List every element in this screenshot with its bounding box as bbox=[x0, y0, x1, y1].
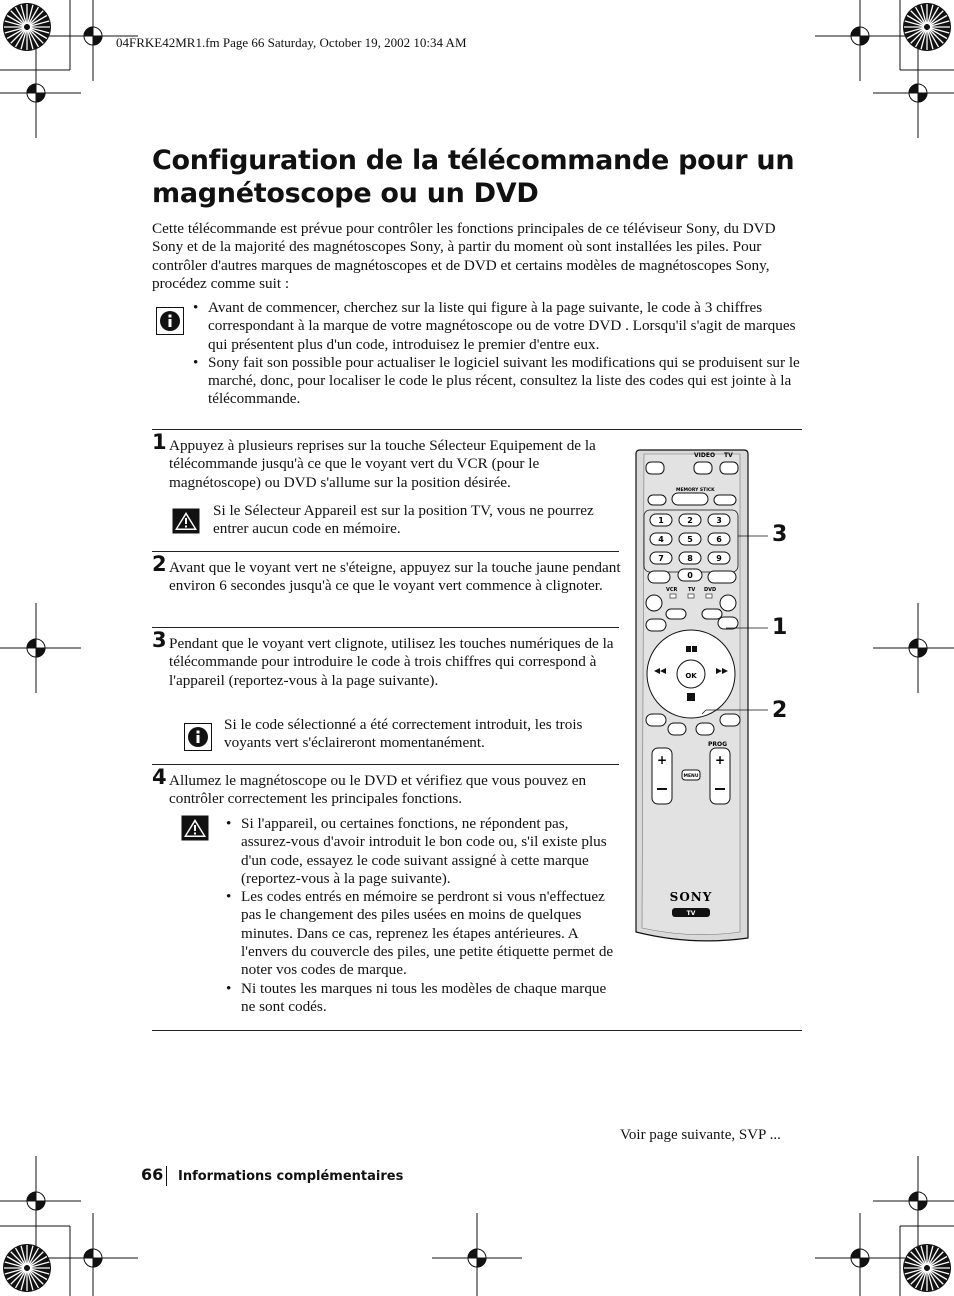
intro-note: • Avant de commencer, cherchez sur la liste qui figure à la page suivante, le code à 3 chiffres correspondant à la marque de votre magnétoscope ou de votre DVD . Lorsqu'il s'agit de marques qui présentent plus d'un code, introduisez le premier d'entre eux. bbox=[193, 299, 805, 354]
key-label: 6 bbox=[716, 535, 722, 544]
button[interactable] bbox=[646, 714, 666, 726]
prog-label: PROG bbox=[708, 741, 728, 748]
button[interactable] bbox=[648, 495, 666, 505]
step-text: Avant que le voyant vert ne s'éteigne, appuyez sur la touche jaune pendant environ 6 secondes jusqu'à ce que le voyant vert commence à clignoter. bbox=[169, 559, 621, 595]
step-note: Si le Sélecteur Appareil est sur la position TV, vous ne pourrez entrer aucun code en mémoire. bbox=[213, 502, 594, 538]
rec-button[interactable] bbox=[720, 595, 736, 611]
step-number: 3 bbox=[152, 628, 167, 652]
step-number: 4 bbox=[152, 765, 167, 789]
step-number: 2 bbox=[152, 552, 167, 576]
callout-2: 2 bbox=[772, 698, 788, 723]
step-text: Allumez le magnétoscope ou le DVD et vérifiez que vous pouvez en contrôler correctement les principales fonctions. bbox=[169, 772, 587, 808]
info-icon bbox=[156, 307, 184, 335]
svg-text:+: + bbox=[714, 753, 726, 767]
key-label: 0 bbox=[687, 571, 693, 580]
divider bbox=[152, 1030, 802, 1031]
mute-button[interactable] bbox=[646, 462, 664, 474]
tv-badge: TV bbox=[686, 910, 696, 917]
callout-1: 1 bbox=[772, 615, 788, 640]
sony-logo: SONY bbox=[669, 890, 713, 904]
registration-mark bbox=[873, 1156, 954, 1246]
page-title: Configuration de la télécommande pour un magnétoscope ou un DVD bbox=[152, 145, 795, 209]
tv-label: TV bbox=[724, 452, 733, 459]
file-header: 04FRKE42MR1.fm Page 66 Saturday, October 19, 2002 10:34 AM bbox=[116, 35, 467, 50]
step-note: • Ni toutes les marques ni tous les modèles de chaque marque ne sont codés. bbox=[226, 980, 621, 1017]
registration-mark bbox=[0, 48, 81, 138]
registration-mark bbox=[432, 1213, 522, 1296]
step-text: Pendant que le voyant vert clignote, utilisez les touches numériques de la télécommande pour introduire le code à trois chiffres qui correspond à l'appareil (reportez-vous à la page suivante). bbox=[169, 635, 614, 689]
registration-mark bbox=[0, 603, 81, 693]
key-label: 1 bbox=[658, 516, 664, 525]
step-note: • Les codes entrés en mémoire se perdront si vous n'effectuez pas le changement des piles usées en moins de quelques minutes. Dans ce cas, reprenez les étapes antérieures. A l'envers du couvercle des piles, une petite étiquette permet de noter vos codes de marque. bbox=[226, 888, 621, 979]
yellow-button[interactable] bbox=[720, 714, 740, 726]
key-label: 5 bbox=[687, 535, 693, 544]
button[interactable] bbox=[696, 723, 714, 735]
memory-stick-label: MEMORY STICK bbox=[676, 488, 715, 493]
key-label: 8 bbox=[687, 554, 693, 563]
divider bbox=[152, 551, 619, 552]
key-label: 4 bbox=[658, 535, 664, 544]
key-label: 7 bbox=[658, 554, 664, 563]
tv-selector-label: TV bbox=[688, 587, 696, 593]
dvd-label: DVD bbox=[704, 587, 717, 593]
memory-stick-button[interactable] bbox=[672, 493, 708, 505]
warning-icon bbox=[181, 815, 209, 841]
divider bbox=[152, 627, 619, 628]
button[interactable] bbox=[708, 571, 736, 583]
svg-text:+: + bbox=[656, 753, 668, 767]
intro-paragraph: Cette télécommande est prévue pour contrôler les fonctions principales de ce téléviseur Sony, du DVD Sony et de la majorité des magnétoscopes Sony, à partir du moment où sont installées les piles. Pour contrôler d'autres marques de magnétoscopes et de DVD et certains modèles de magnétoscopes Sony, procédez comme suit : bbox=[152, 220, 776, 292]
menu-label: MENU bbox=[683, 774, 699, 779]
registration-mark bbox=[0, 1156, 81, 1246]
tv-power-button[interactable] bbox=[720, 462, 738, 474]
registration-mark bbox=[873, 48, 954, 138]
button[interactable] bbox=[666, 609, 686, 619]
warning-icon bbox=[172, 508, 200, 534]
key-label: 2 bbox=[687, 516, 693, 525]
button[interactable] bbox=[702, 609, 722, 619]
divider bbox=[152, 764, 619, 765]
button[interactable] bbox=[668, 723, 686, 735]
registration-mark bbox=[815, 0, 905, 81]
intro-notes bbox=[193, 299, 805, 409]
continue-note: Voir page suivante, SVP ... bbox=[620, 1127, 781, 1143]
step-text: Appuyez à plusieurs reprises sur la touche Sélecteur Equipement de la télécommande jusqu'à ce que le voyant vert du VCR (pour le magnétoscope) ou DVD s'allume sur la position désirée. bbox=[169, 437, 596, 491]
button[interactable] bbox=[648, 571, 670, 583]
section-name: Informations complémentaires bbox=[178, 1169, 404, 1184]
step-note: Si le code sélectionné a été correctement introduit, les trois voyants vert s'éclaireront momentanément. bbox=[224, 716, 583, 752]
video-power-button[interactable] bbox=[694, 462, 712, 474]
registration-mark bbox=[873, 603, 954, 693]
button[interactable] bbox=[646, 619, 666, 631]
page-number: 66 bbox=[141, 1165, 164, 1184]
key-label: 3 bbox=[716, 516, 722, 525]
vcr-label: VCR bbox=[666, 587, 678, 593]
key-label: 9 bbox=[716, 554, 722, 563]
info-icon bbox=[184, 723, 212, 751]
registration-mark bbox=[815, 1213, 905, 1296]
equipment-selector-button[interactable] bbox=[646, 595, 662, 611]
step-note: • Si l'appareil, ou certaines fonctions, ne répondent pas, assurez-vous d'avoir introduit le bon code ou, s'il existe plus d'un code, essayez le code suivant assigné à cette marque (reportez-vous à la page suivante). bbox=[226, 815, 621, 888]
callout-3: 3 bbox=[772, 522, 788, 547]
footer-divider bbox=[166, 1166, 167, 1186]
step-number: 1 bbox=[152, 430, 167, 454]
remote-control-illustration bbox=[632, 446, 802, 946]
registration-mark bbox=[48, 1213, 138, 1296]
ok-label: OK bbox=[685, 672, 697, 680]
step-notes bbox=[226, 815, 621, 1016]
video-label: VIDEO bbox=[694, 452, 716, 459]
button[interactable] bbox=[718, 617, 738, 629]
button[interactable] bbox=[714, 495, 736, 505]
divider bbox=[152, 429, 802, 430]
intro-note: • Sony fait son possible pour actualiser le logiciel suivant les modifications qui se produisent sur le marché, donc, pour localiser le code le plus récent, consultez la liste des codes qui est jointe à la télécommande. bbox=[193, 354, 805, 409]
